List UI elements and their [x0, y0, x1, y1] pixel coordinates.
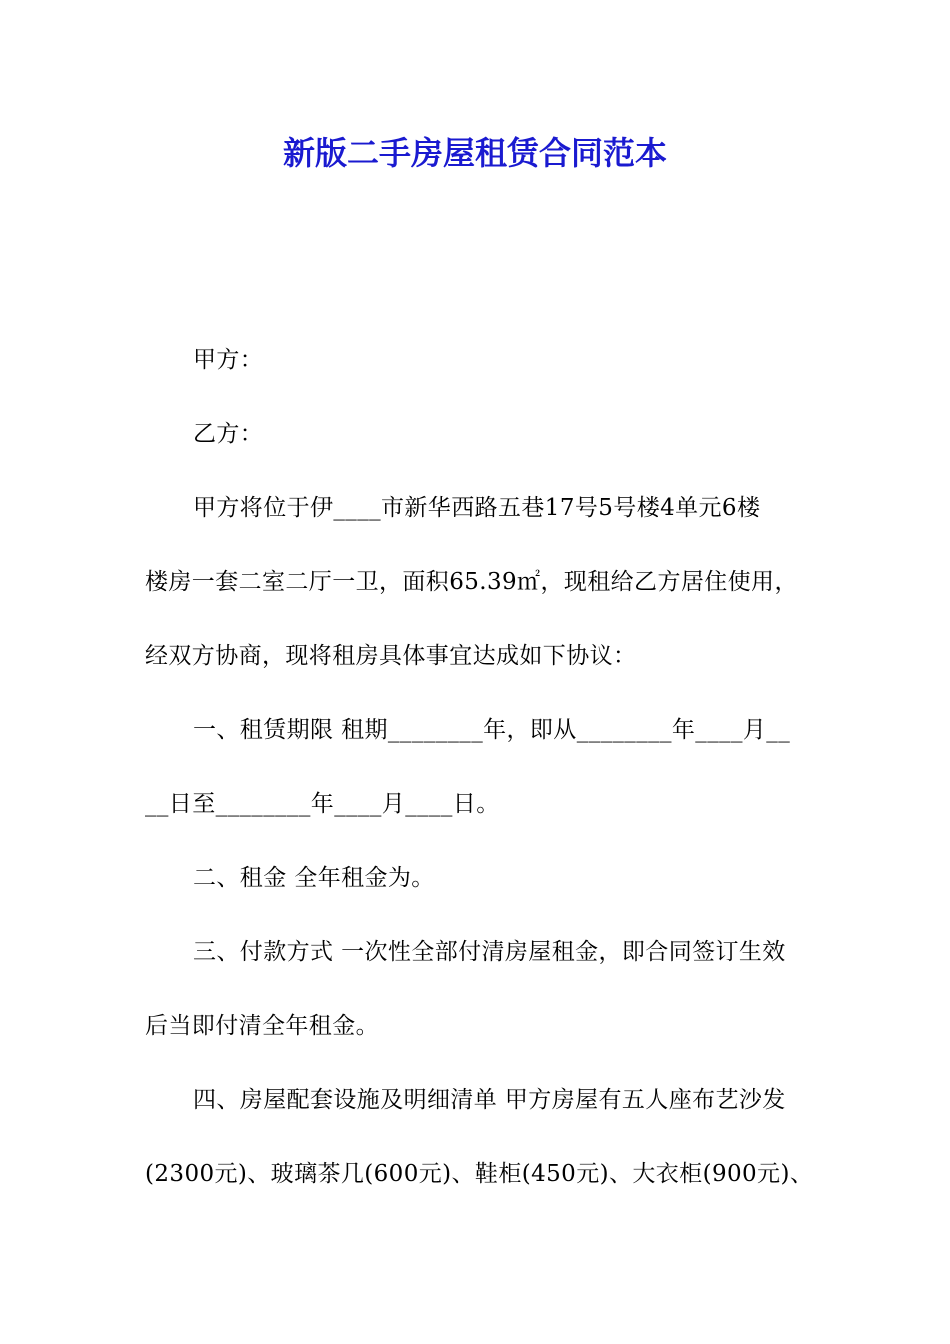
document-title: 新版二手房屋租赁合同范本 — [282, 134, 667, 172]
payment-line: 三、付款方式 一次性全部付清房屋租金，即合同签订生效 — [193, 939, 786, 965]
facilities-line: 四、房屋配套设施及明细清单 甲方房屋有五人座布艺沙发 — [193, 1087, 786, 1113]
rent-line: 二、租金 全年租金为。 — [193, 865, 435, 891]
paragraph-line: 甲方将位于伊____市新华西路五巷17号5号楼4单元6楼 — [193, 495, 761, 521]
lease-term-line: __日至________年____月____日。 — [145, 791, 500, 817]
paragraph-line: 楼房一套二室二厅一卫，面积65.39㎡，现租给乙方居住使用， — [145, 569, 798, 595]
party-a-line: 甲方： — [193, 347, 264, 373]
facilities-line: (2300元)、玻璃茶几(600元)、鞋柜(450元)、大衣柜(900元)、 — [145, 1161, 814, 1187]
paragraph-line: 经双方协商，现将租房具体事宜达成如下协议： — [145, 643, 637, 669]
contract-body — [145, 333, 825, 1221]
lease-term-line: 一、租赁期限 租期________年，即从________年____月__ — [193, 717, 791, 743]
party-b-line: 乙方： — [193, 421, 264, 447]
payment-line: 后当即付清全年租金。 — [145, 1013, 379, 1039]
